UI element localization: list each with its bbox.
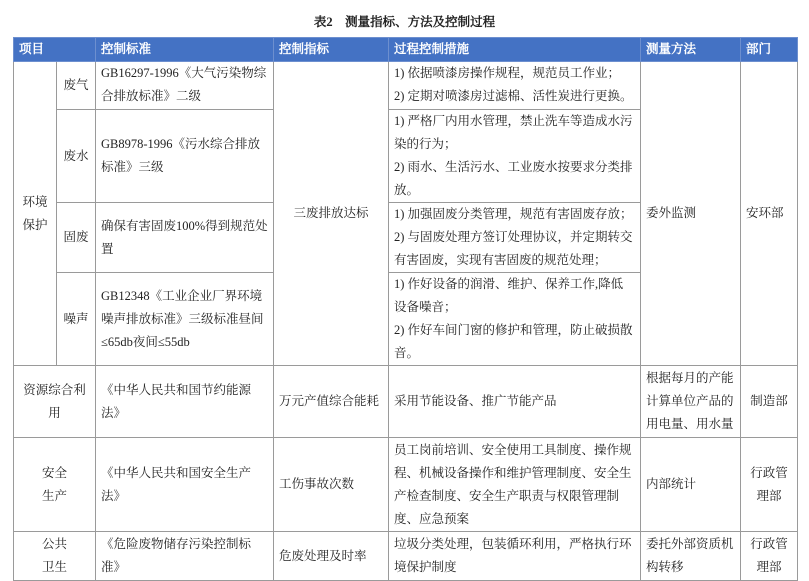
table-title: 表2 测量指标、方法及控制过程 <box>313 15 496 29</box>
standard-cell: 确保有害固废100%得到规范处置 <box>96 203 274 273</box>
standard-cell: 《危险废物储存污染控制标准》 <box>96 532 274 581</box>
env-indicator: 三废排放达标 <box>274 62 389 366</box>
method-cell: 根据每月的产能计算单位产品的用电量、用水量 <box>641 366 741 438</box>
measure-line: 1) 依据喷漆房操作规程，规范员工作业； <box>394 66 621 80</box>
dept-cell: 行政管理部 <box>741 532 798 581</box>
method-cell: 委托外部资质机构转移 <box>641 532 741 581</box>
indicator-cell: 万元产值综合能耗 <box>274 366 389 438</box>
sub-item: 废气 <box>57 62 96 110</box>
item-cell: 安全生产 <box>14 438 96 532</box>
measure-line: 2) 定期对喷漆房过滤棉、活性炭进行更换。 <box>394 89 633 103</box>
env-category: 环境保护 <box>14 62 57 366</box>
measures-cell: 垃圾分类处理，包装循环利用，严格执行环境保护制度 <box>389 532 641 581</box>
header-dept: 部门 <box>741 38 798 62</box>
dept-cell: 行政管理部 <box>741 438 798 532</box>
table-row <box>14 62 798 110</box>
header-item: 项目 <box>14 38 96 62</box>
measure-line: 1) 严格厂内用水管理，禁止洗车等造成水污染的行为； <box>394 114 633 151</box>
sub-item: 固废 <box>57 203 96 273</box>
method-cell: 内部统计 <box>641 438 741 532</box>
indicator-cell: 工伤事故次数 <box>274 438 389 532</box>
sub-item: 噪声 <box>57 273 96 366</box>
standard-cell: GB12348《工业企业厂界环境噪声排放标准》三级标准昼间≤65db夜间≤55db <box>96 273 274 366</box>
table-row <box>14 532 798 581</box>
env-dept: 安环部 <box>741 62 798 366</box>
measure-line: 2) 雨水、生活污水、工业废水按要求分类排放。 <box>394 160 633 197</box>
measures-cell <box>389 110 641 203</box>
measures-cell: 员工岗前培训、安全使用工具制度、操作规程、机械设备操作和维护管理制度、安全生产检查制度、安全生产职责与权限管理制度、应急预案 <box>389 438 641 532</box>
measures-cell <box>389 62 641 110</box>
measure-line: 1) 作好设备的润滑、维护、保养工作,降低设备噪音； <box>394 277 624 314</box>
measure-line: 1) 加强固废分类管理，规范有害固废存放； <box>394 207 633 221</box>
indicator-cell: 危废处理及时率 <box>274 532 389 581</box>
header-method: 测量方法 <box>641 38 741 62</box>
measure-line: 2) 与固废处理方签订处理协议，并定期转交有害固废，实现有害固废的规范处理； <box>394 230 633 267</box>
header-row <box>14 38 798 62</box>
measurement-table <box>13 37 798 581</box>
sub-item: 废水 <box>57 110 96 203</box>
measures-cell <box>389 203 641 273</box>
measure-line: 2) 作好车间门窗的修护和管理，防止破损散音。 <box>394 323 633 360</box>
standard-cell: 《中华人民共和国节约能源法》 <box>96 366 274 438</box>
env-method: 委外监测 <box>641 62 741 366</box>
measures-cell <box>389 273 641 366</box>
item-cell: 公共卫生 <box>14 532 96 581</box>
dept-cell: 制造部 <box>741 366 798 438</box>
standard-cell: 《中华人民共和国安全生产法》 <box>96 438 274 532</box>
header-standard: 控制标准 <box>96 38 274 62</box>
item-cell: 资源综合利用 <box>14 366 96 438</box>
standard-cell: GB16297-1996《大气污染物综合排放标准》二级 <box>96 62 274 110</box>
table-row <box>14 438 798 532</box>
header-measures: 过程控制措施 <box>389 38 641 62</box>
measures-cell: 采用节能设备、推广节能产品 <box>389 366 641 438</box>
standard-cell: GB8978-1996《污水综合排放标准》三级 <box>96 110 274 203</box>
header-indicator: 控制指标 <box>274 38 389 62</box>
table-row <box>14 366 798 438</box>
